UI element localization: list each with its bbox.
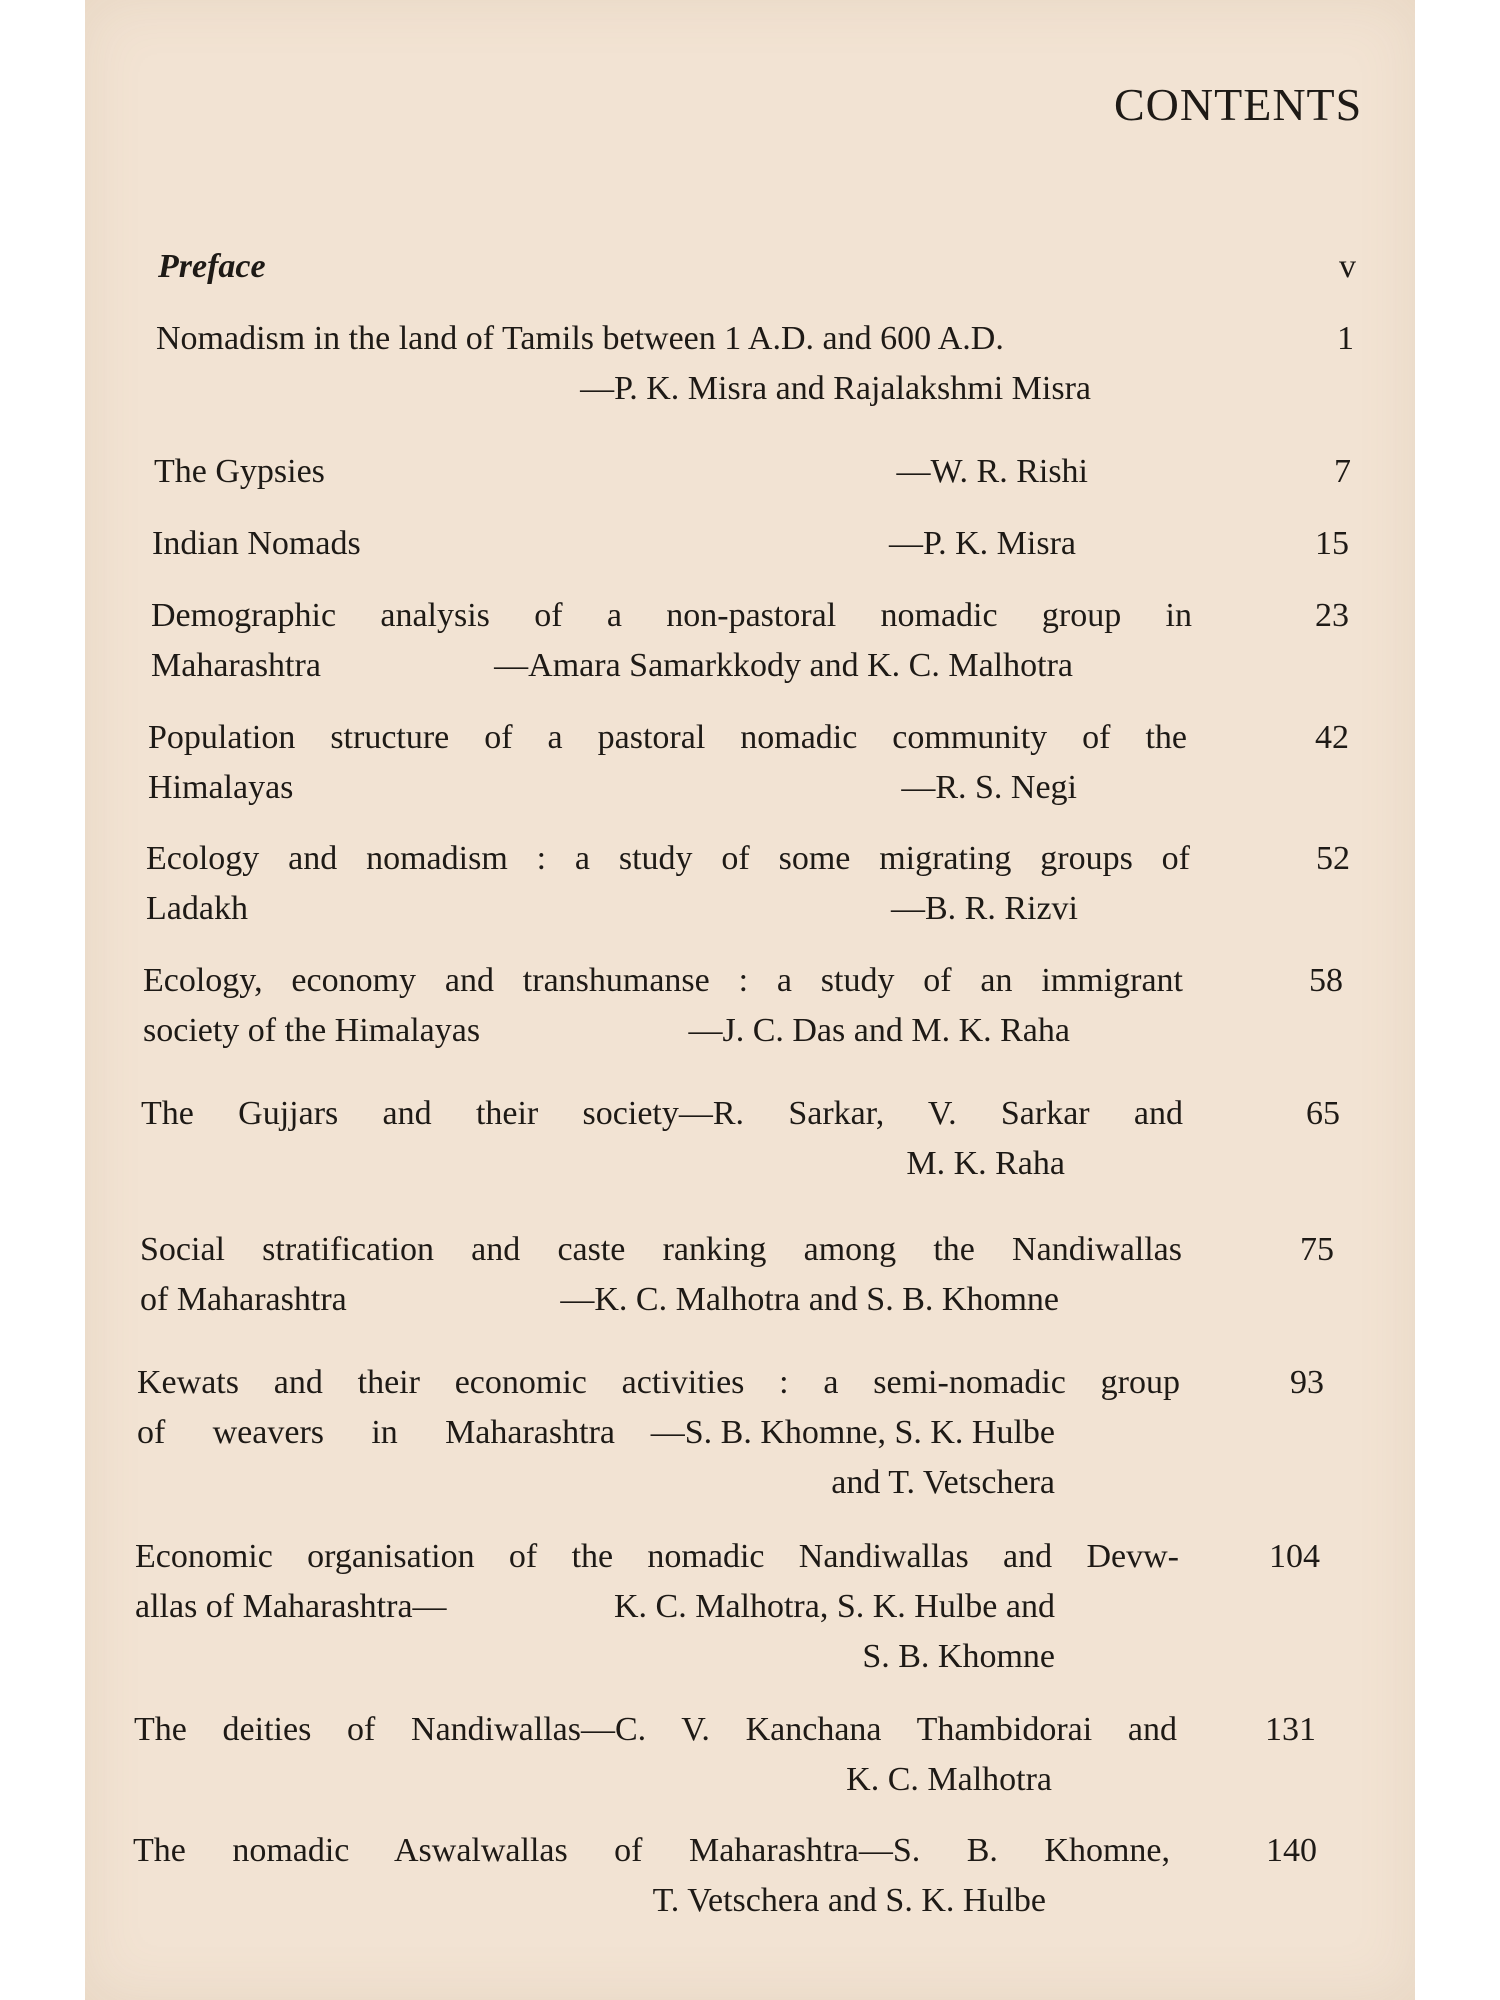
entry-authors: —B. R. Rizvi bbox=[890, 890, 1078, 927]
entry-title: The deities of Nandiwallas—C. V. Kanchana Thambidorai and bbox=[134, 1711, 1177, 1748]
entry-authors: —P. K. Misra and Rajalakshmi Misra bbox=[580, 370, 1091, 407]
entry-authors: K. C. Malhotra bbox=[846, 1761, 1052, 1798]
entry-page-number: 140 bbox=[1266, 1832, 1317, 1869]
entry-title: Population structure of a pastoral nomadic community of the bbox=[148, 719, 1187, 756]
entry-authors: K. C. Malhotra, S. K. Hulbe and bbox=[613, 1588, 1055, 1625]
toc-entry bbox=[134, 1705, 1414, 1805]
entry-authors: —W. R. Rishi bbox=[896, 453, 1088, 490]
entry-authors: M. K. Raha bbox=[906, 1145, 1065, 1182]
toc-entry bbox=[156, 314, 1426, 414]
toc-entry bbox=[140, 1225, 1420, 1325]
toc-entry bbox=[148, 713, 1428, 813]
entry-title-line2: allas of Maharashtra— bbox=[135, 1588, 447, 1625]
book-page bbox=[85, 0, 1415, 2000]
entry-authors: —S. B. Khomne, S. K. Hulbe bbox=[650, 1414, 1055, 1451]
entry-title: Indian Nomads bbox=[152, 525, 361, 562]
toc-entry bbox=[151, 591, 1431, 691]
entry-title: Ecology, economy and transhumanse : a study of an immigrant bbox=[143, 962, 1183, 999]
entry-title: The Gujjars and their society—R. Sarkar, V. Sarkar and bbox=[141, 1095, 1183, 1132]
entry-page-number: 104 bbox=[1269, 1538, 1320, 1575]
entry-title: The Gypsies bbox=[154, 453, 325, 490]
entry-page-number: 93 bbox=[1290, 1364, 1324, 1401]
entry-title-line2: Himalayas bbox=[148, 769, 294, 806]
entry-page-number: 1 bbox=[1337, 320, 1354, 357]
toc-entry bbox=[137, 1358, 1417, 1508]
entry-page-number: 131 bbox=[1265, 1711, 1316, 1748]
entry-authors-line3: and T. Vetschera bbox=[831, 1464, 1055, 1501]
entry-page-number: 58 bbox=[1309, 962, 1343, 999]
entry-authors: —J. C. Das and M. K. Raha bbox=[688, 1012, 1070, 1049]
entry-title: Ecology and nomadism : a study of some migrating groups of bbox=[146, 840, 1190, 877]
entry-title-line2: of weavers in Maharashtra bbox=[137, 1414, 615, 1451]
toc-entry-preface bbox=[158, 242, 1433, 292]
entry-page-number: v bbox=[1339, 248, 1356, 285]
toc-entry bbox=[146, 834, 1426, 934]
entry-title: Nomadism in the land of Tamils between 1 A.D. and 600 A.D. bbox=[156, 320, 1004, 357]
entry-authors: —R. S. Negi bbox=[901, 769, 1077, 806]
entry-title-line2: Ladakh bbox=[146, 890, 248, 927]
entry-page-number: 75 bbox=[1300, 1231, 1334, 1268]
entry-title: The nomadic Aswalwallas of Maharashtra—S. B. Khomne, bbox=[133, 1832, 1170, 1869]
entry-title-line2: of Maharashtra bbox=[140, 1281, 347, 1318]
entry-authors: —Amara Samarkkody and K. C. Malhotra bbox=[494, 647, 1073, 684]
toc-entry bbox=[133, 1826, 1413, 1926]
toc-entry bbox=[135, 1532, 1415, 1682]
toc-entry bbox=[141, 1089, 1421, 1189]
entry-page-number: 15 bbox=[1315, 525, 1349, 562]
entry-title: Social stratification and caste ranking among the Nandiwallas bbox=[140, 1231, 1182, 1268]
entry-title: Preface bbox=[158, 248, 266, 285]
entry-title: Economic organisation of the nomadic Nandiwallas and Devw- bbox=[135, 1538, 1179, 1575]
entry-authors: T. Vetschera and S. K. Hulbe bbox=[652, 1882, 1046, 1919]
entry-authors-line3: S. B. Khomne bbox=[862, 1638, 1055, 1675]
entry-title-line2: society of the Himalayas bbox=[143, 1012, 481, 1049]
entry-page-number: 42 bbox=[1315, 719, 1349, 756]
toc-entry bbox=[152, 519, 1432, 569]
toc-entry bbox=[143, 956, 1423, 1056]
entry-page-number: 23 bbox=[1315, 597, 1349, 634]
entry-authors: —K. C. Malhotra and S. B. Khomne bbox=[560, 1281, 1059, 1318]
entry-title-line2: Maharashtra bbox=[151, 647, 321, 684]
contents-heading: CONTENTS bbox=[1114, 79, 1363, 130]
entry-page-number: 52 bbox=[1316, 840, 1350, 877]
toc-entry bbox=[154, 447, 1434, 497]
entry-page-number: 65 bbox=[1306, 1095, 1340, 1132]
entry-page-number: 7 bbox=[1334, 453, 1351, 490]
entry-title: Kewats and their economic activities : a semi-nomadic group bbox=[137, 1364, 1180, 1401]
entry-title: Demographic analysis of a non-pastoral nomadic group in bbox=[151, 597, 1192, 634]
entry-authors: —P. K. Misra bbox=[888, 525, 1076, 562]
